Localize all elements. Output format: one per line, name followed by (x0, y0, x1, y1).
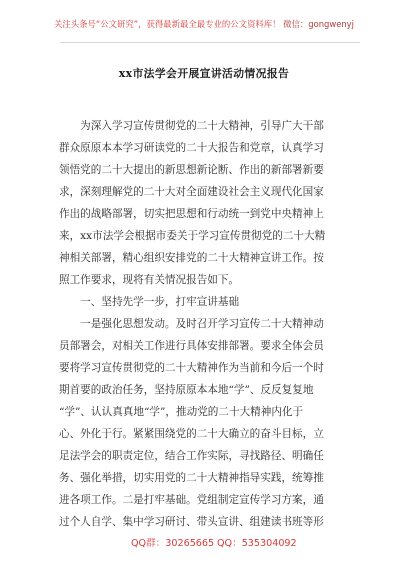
qq-number-text: QQ：535304092 (217, 538, 297, 549)
body-line: 足法学会的职责定位，结合工作实际，寻找路径、明确任 (59, 450, 324, 462)
header-notice (0, 18, 408, 30)
body-line: 来，xx市法学会根据市委关于学习宣传贯彻党的二十大精 (59, 230, 326, 242)
body-line: 期首要的政治任务，坚持原原本本地“学”、反反复复地 (59, 384, 314, 396)
body-line: 进各项工作。二是打牢基础。党组制定宣传学习方案，通 (59, 494, 324, 506)
body-line: 一是强化思想发动。及时召开学习宣传二十大精神动 (59, 318, 324, 330)
footer-contact (0, 537, 408, 551)
qq-group-text: QQ群：30265665 (131, 538, 215, 549)
body-line: 过个人自学、集中学习研讨、带头宣讲、组建读书班等形 (59, 516, 324, 528)
header-wechat-text: 微信：gongwenyj (283, 19, 354, 29)
body-line: 群众原原本本学习研读党的二十大报告和党章，认真学习 (59, 142, 324, 154)
header-notice-text: 关注头条号“公文研究”，获得最新最全最专业的公文资料库！ (54, 19, 281, 29)
body-line: 员部署会，对相关工作进行具体安排部署。要求全体会员 (59, 340, 324, 352)
body-line: 作出的战略部署，切实把思想和行动统一到党中央精神上 (59, 208, 324, 220)
body-line: 求，深刻理解党的二十大对全面建设社会主义现代化国家 (59, 186, 324, 198)
section-heading: 一、坚持先学一步，打牢宣讲基础 (59, 296, 240, 308)
body-line: 务、强化举措，切实用党的二十大精神指导实践，统筹推 (59, 472, 324, 484)
document-title: xx市法学会开展宣讲活动情况报告 (118, 67, 290, 80)
body-line: 领悟党的二十大提出的新思想新论断、作出的新部署新要 (59, 164, 324, 176)
body-line: 照工作要求，现将有关情况报告如下。 (59, 274, 240, 286)
body-line: 心、外化于行。紧紧围绕党的二十大确立的奋斗目标，立 (59, 428, 324, 440)
body-line: “学”、认认真真地“学”，推动党的二十大精神内化于 (59, 406, 304, 418)
header-divider (60, 42, 360, 43)
body-line: 要将学习宣传贯彻党的二十大精神作为当前和今后一个时 (59, 362, 324, 374)
body-line: 神相关部署，精心组织安排党的二十大精神宣讲工作。按 (59, 252, 324, 264)
body-line: 为深入学习宣传贯彻党的二十大精神，引导广大干部 (59, 120, 324, 132)
